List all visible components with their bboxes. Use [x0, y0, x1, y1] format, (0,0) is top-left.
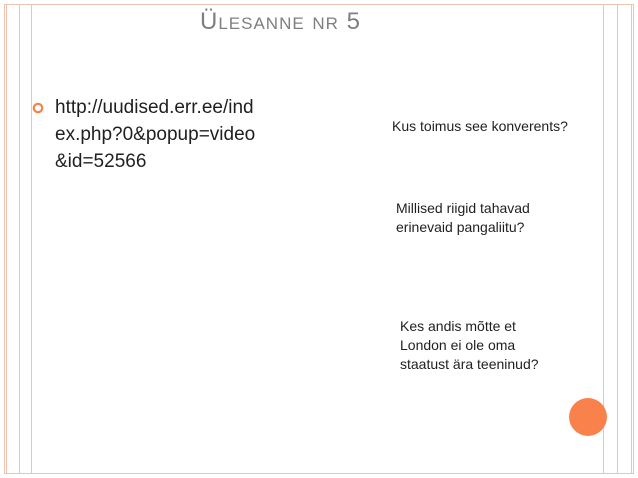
slide-title: Ülesanne nr 5 — [200, 8, 361, 35]
question-banking-union-countries: Millised riigid tahavad erinevaid pangaliitu? — [396, 200, 530, 235]
question-conference-location: Kus toimus see konverents? — [392, 118, 568, 134]
video-link-text[interactable]: http://uudised.err.ee/ind ex.php?0&popup=video &id=52566 — [55, 97, 256, 172]
right-frame-line — [631, 4, 632, 474]
orange-accent-circle — [569, 398, 607, 436]
slide-frame — [4, 4, 634, 474]
open-circle-bullet-icon — [32, 102, 44, 114]
left-frame-line — [6, 4, 7, 474]
left-frame-line — [31, 4, 32, 474]
right-frame-line — [603, 4, 604, 474]
question-london-status: Kes andis mõtte et London ei ole oma staatust ära teeninud? — [400, 318, 539, 372]
right-frame-line — [617, 4, 618, 474]
left-frame-line — [19, 4, 20, 474]
